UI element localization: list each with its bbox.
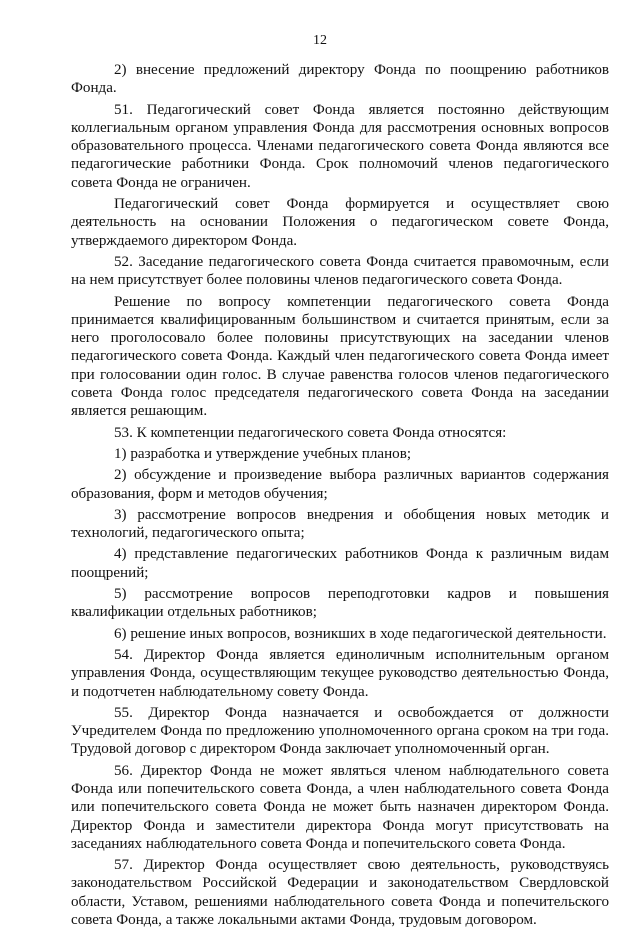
document-body	[71, 61, 609, 929]
paragraph-52: 52. Заседание педагогического совета Фонда считается правомочным, если на нем присутствует более половины членов педагогического совета Фонда.	[71, 253, 609, 289]
paragraph-54: 54. Директор Фонда является единоличным исполнительным органом управления Фонда, осуществляющим текущее руководство деятельностью Фонда, и подотчетен наблюдательному совету Фонда.	[71, 646, 609, 700]
paragraph-51: 51. Педагогический совет Фонда является постоянно действующим коллегиальным органом управления Фонда для рассмотрения основных вопросов образовательного процесса. Членами педагогического совета Фонда являются все педагогические работники Фонда. Срок полномочий членов педагогического совета Фонда не ограничен.	[71, 101, 609, 191]
list-item-6: 6) решение иных вопросов, возникших в ходе педагогической деятельности.	[114, 625, 607, 642]
paragraph-item-2-end: 2) внесение предложений директору Фонда по поощрению работников Фонда.	[71, 62, 609, 97]
list-item-2: 2) обсуждение и произведение выбора различных вариантов содержания образования, форм и методов обучения;	[71, 467, 609, 502]
list-item-4: 4) представление педагогических работников Фонда к различным видам поощрений;	[71, 546, 609, 581]
paragraph-55: 55. Директор Фонда назначается и освобождается от должности Учредителем Фонда по предложению уполномоченного органа сроком на три года. Трудовой договор с директором Фонда заключает уполномоченный орган.	[71, 704, 609, 758]
list-item-5: 5) рассмотрение вопросов переподготовки кадров и повышения квалификации отдельных работников;	[71, 586, 609, 621]
paragraph-51-continued: Педагогический совет Фонда формируется и осуществляет свою деятельность на основании Положения о педагогическом совете Фонда, утверждаемого директором Фонда.	[71, 196, 609, 249]
paragraph-53: 53. К компетенции педагогического совета Фонда относятся:	[114, 424, 507, 441]
list-item-1: 1) разработка и утверждение учебных планов;	[114, 445, 412, 462]
list-item-3: 3) рассмотрение вопросов внедрения и обобщения новых методик и технологий, педагогического опыта;	[71, 506, 609, 542]
paragraph-57: 57. Директор Фонда осуществляет свою деятельность, руководствуясь законодательством Российской Федерации и законодательством Свердловской области, Уставом, решениями наблюдательного совета Фонда и попечительского совета Фонда, а также локальными актами Фонда, трудовым договором.	[71, 857, 609, 929]
page-number: 12	[313, 33, 327, 48]
paragraph-56: 56. Директор Фонда не может являться членом наблюдательного совета Фонда или попечительского совета Фонда, а член наблюдательного совета Фонда или попечительского совета Фонда не может быть назначен директором Фонда. Директор Фонда и заместители директора Фонда могут присутствовать на заседаниях наблюдательного совета Фонда и попечительского совета Фонда.	[71, 762, 609, 852]
paragraph-52-continued: Решение по вопросу компетенции педагогического совета Фонда принимается квалифицированным большинством и считается принятым, если за него проголосовало более половины присутствующих на заседании членов педагогического совета Фонда. Каждый член педагогического совета Фонда имеет при голосовании один голос. В случае равенства голосов членов педагогического совета Фонда голос председателя педагогического совета Фонда на заседании является решающим.	[71, 293, 609, 420]
